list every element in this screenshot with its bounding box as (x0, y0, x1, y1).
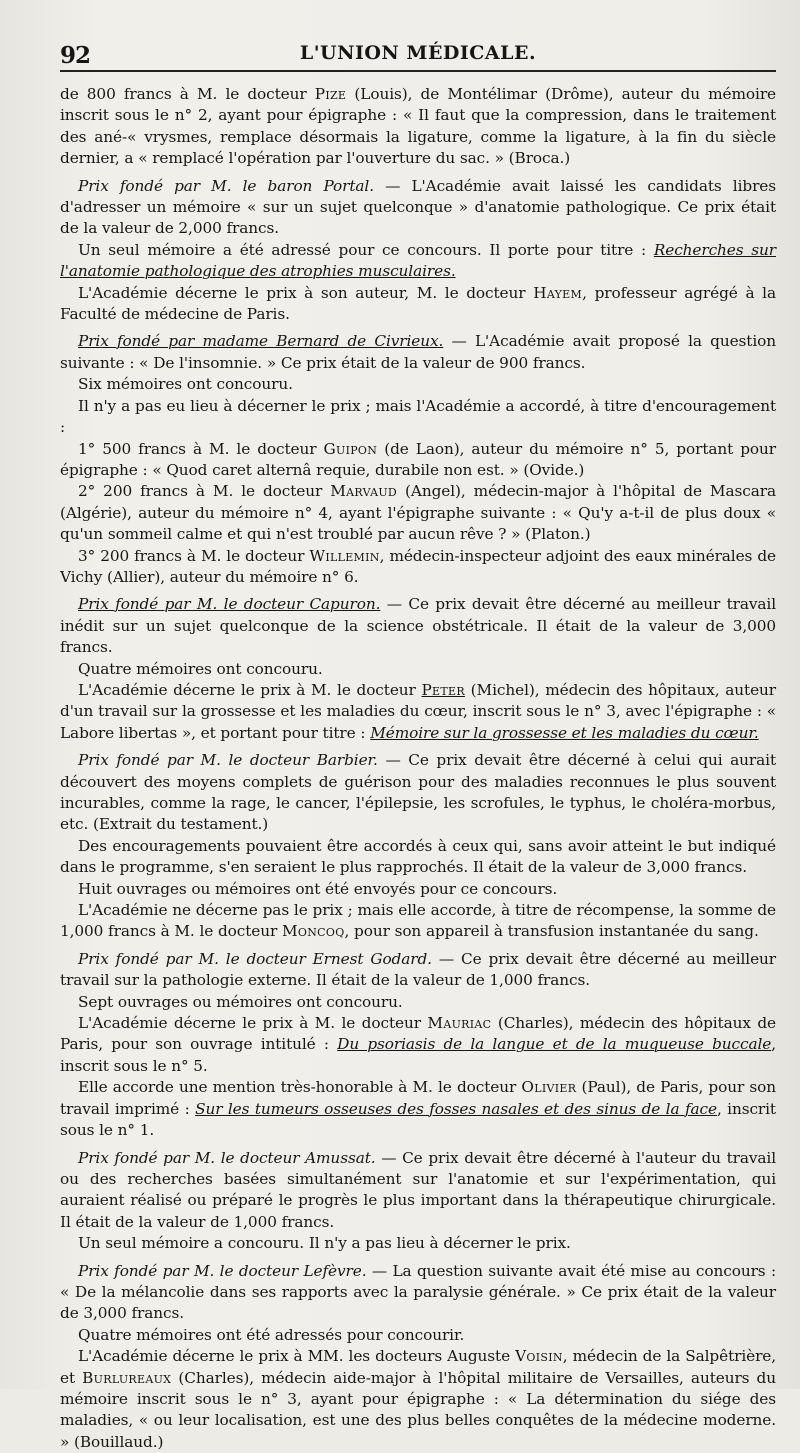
text-run: , professeur agrégé à la Faculté de médecine de Paris. (60, 283, 776, 324)
author-name: Guipon (323, 439, 378, 458)
emphasis-text: Du psoriasis de la langue et de la muqueuse buccale (337, 1035, 772, 1054)
text-run: — Ce prix devait être décerné au meilleur travail inédit sur un sujet quelconque de la science obstétricale. Il était de la valeur de 3,000 francs. (60, 595, 776, 657)
paragraph (60, 283, 776, 326)
paragraph (60, 659, 776, 680)
text-run: , médecin-inspecteur adjoint des eaux minérales de Vichy (Allier), auteur du mémoire n° 6. (60, 546, 776, 586)
emphasis-text: Mémoire sur la grossesse et les maladies du cœur. (370, 723, 759, 742)
text-run: L'Académie décerne le prix à M. le docteur (78, 1014, 428, 1033)
paragraph (60, 836, 776, 879)
text-run: L'Académie décerne le prix à son auteur, M. le docteur (78, 283, 534, 302)
text-run: de 800 francs à M. le docteur (60, 85, 315, 103)
paragraph (60, 1148, 776, 1234)
text-run: — L'Académie avait laissé les candidats libres d'adresser un mémoire « sur un sujet quelconque » d'anatomie pathologique. Ce prix était de la valeur de 2,000 francs. (60, 176, 777, 238)
text-run: Six mémoires ont concouru. (78, 375, 293, 394)
emphasis-text: Prix fondé par M. le docteur Lefèvre. (78, 1261, 367, 1280)
author-name: Voisin (515, 1347, 563, 1366)
text-run: 3° 200 francs à M. le docteur (78, 546, 310, 565)
emphasis-text: Prix fondé par madame Bernard de Civrieux. (78, 332, 444, 351)
paragraph (60, 546, 776, 589)
paragraph (60, 594, 776, 658)
paragraph (60, 879, 776, 900)
author-name: Marvaud (330, 482, 398, 501)
paragraph (60, 1233, 776, 1254)
emphasis-text: Prix fondé par M. le baron Portal. (78, 176, 374, 195)
page-header (60, 36, 776, 72)
text-run: (Paul), de Paris, pour son travail imprimé : (60, 1078, 776, 1118)
text-run: — La question suivante avait été mise au concours : « De la mélancolie dans ses rapports avec la paralysie générale. » Ce prix était de la valeur de 3,000 francs. (60, 1261, 776, 1323)
paragraph (60, 396, 776, 439)
paragraph (60, 331, 776, 374)
text-run: Quatre mémoires ont concouru. (78, 659, 323, 678)
text-run: Il n'y a pas eu lieu à décerner le prix ; mais l'Académie a accordé, à titre d'encouragement : (60, 396, 776, 437)
paragraph (60, 680, 776, 744)
paragraph (60, 1346, 776, 1453)
emphasis-text: Prix fondé par M. le docteur Barbier. (78, 751, 378, 770)
text-run: , inscrit sous le n° 1. (60, 1099, 776, 1140)
text-run: Elle accorde une mention très-honorable à M. le docteur (78, 1078, 522, 1097)
author-name: Hayem (533, 283, 583, 302)
text-run: (Louis), de Montélimar (Drôme), auteur du mémoire inscrit sous le n° 2, ayant pour épigraphe : « Il faut que la compression, dans le traitement des ané-« vrysmes, remplace désormais la ligature, comme la ligature, à la fin du siècle dernier, a « remplacé l'opération par l'ouverture du sac. » (Broca.) (60, 85, 776, 168)
author-name: Willemin (309, 546, 380, 565)
author-name: Pize (314, 85, 347, 103)
emphasis-text: Prix fondé par M. le docteur Ernest Godard. (78, 949, 432, 968)
text-run: L'Académie décerne le prix à MM. les docteurs Auguste (78, 1347, 516, 1366)
paragraph (60, 750, 776, 836)
emphasis-text: Prix fondé par M. le docteur Amussat. (78, 1148, 376, 1167)
text-run: Un seul mémoire a été adressé pour ce concours. Il porte pour titre : (78, 240, 654, 259)
paragraph (60, 240, 776, 283)
text-run: Un seul mémoire a concouru. Il n'y a pas lieu à décerner le prix. (78, 1234, 571, 1253)
text-run: , pour son appareil à transfusion instantanée du sang. (344, 922, 759, 941)
text-run: , inscrit sous le n° 5. (60, 1035, 776, 1075)
paragraph (60, 374, 776, 395)
paragraph (60, 176, 776, 240)
emphasis-text: Recherches sur l'anatomie pathologique des atrophies musculaires. (60, 240, 776, 281)
text-run: L'Académie ne décerne pas le prix ; mais elle accorde, à titre de récompense, la somme de 1,000 francs à M. le docteur (60, 901, 776, 941)
paragraph (60, 481, 776, 545)
text-run: L'Académie décerne le prix à M. le docteur (78, 680, 422, 699)
text-run: — Ce prix devait être décerné à celui qui aurait découvert des moyens complets de guérison pour des maladies reconnues le plus souvent incurables, comme la rage, le cancer, l'épilepsie, les scrofules, le typhus, le choléra-morbus, etc. (Extrait du testament.) (60, 751, 777, 834)
paragraph (60, 439, 776, 482)
paragraph (60, 84, 776, 170)
text-run: 1° 500 francs à M. le docteur (78, 439, 324, 458)
text-run: (Michel), médecin des hôpitaux, auteur d'un travail sur la grossesse et les maladies du cœur, inscrit sous le n° 3, avec l'épigraphe : « Labore libertas », et portant pour titre : (60, 680, 776, 742)
text-run: , médecin de la Salpêtrière, et (60, 1347, 776, 1387)
paragraph (60, 900, 776, 943)
emphasis-text: Prix fondé par M. le docteur Capuron. (78, 595, 381, 614)
emphasis-text: Sur les tumeurs osseuses des fosses nasales et des sinus de la face (195, 1099, 717, 1118)
author-name: Peter (421, 680, 465, 699)
author-name: Mauriac (427, 1014, 492, 1033)
page-number: 92 (60, 42, 91, 69)
article-body (60, 84, 776, 1453)
text-run: Des encouragements pouvaient être accordés à ceux qui, sans avoir atteint le but indiqué dans le programme, s'en seraient le plus rapprochés. Il était de la valeur de 3,000 francs. (60, 836, 776, 877)
text-run: (de Laon), auteur du mémoire n° 5, portant pour épigraphe : « Quod caret alternâ requie, durabile non est. » (Ovide.) (60, 439, 776, 479)
paragraph (60, 992, 776, 1013)
author-name: Olivier (521, 1078, 577, 1097)
text-run: — Ce prix devait être décerné à l'auteur du travail ou des recherches basées simultanément sur l'anatomie et sur l'expérimentation, qui auraient réalisé ou préparé le progrès le plus important dans la thérapeutique chirurgicale. Il était de la valeur de 1,000 francs. (60, 1148, 776, 1231)
text-run: — Ce prix devait être décerné au meilleur travail sur la pathologie externe. Il était de la valeur de 1,000 francs. (60, 949, 776, 990)
text-run: Quatre mémoires ont été adressés pour concourir. (78, 1325, 465, 1344)
text-run: 2° 200 francs à M. le docteur (78, 482, 331, 501)
paragraph (60, 1325, 776, 1346)
text-run: — L'Académie avait proposé la question suivante : « De l'insomnie. » Ce prix était de la valeur de 900 francs. (60, 332, 776, 372)
text-run: (Charles), médecin des hôpitaux de Paris, pour son ouvrage intitulé : (60, 1014, 777, 1054)
paragraph (60, 1013, 776, 1077)
text-run: (Angel), médecin-major à l'hôpital de Mascara (Algérie), auteur du mémoire n° 4, ayant l'épigraphe suivante : « Qu'y a-t-il de plus doux « qu'un sommeil calme et qui n'est troublé par aucun rêve ? » (Platon.) (60, 482, 776, 544)
text-run: (Charles), médecin aide-major à l'hôpital militaire de Versailles, auteurs du mémoire inscrit sous le n° 3, ayant pour épigraphe : « La détermination du siége des maladies, « ou leur localisation, est une des plus belles conquêtes de la médecine moderne. » (Bouillaud.) (60, 1368, 776, 1451)
running-title: L'UNION MÉDICALE. (299, 42, 537, 64)
author-name: Moncoq (281, 922, 345, 941)
text-run: Sept ouvrages ou mémoires ont concouru. (78, 992, 403, 1011)
author-name: Burlureaux (82, 1368, 172, 1387)
paragraph (60, 1077, 776, 1141)
paragraph (60, 1261, 776, 1325)
paragraph (60, 949, 776, 992)
text-run: Huit ouvrages ou mémoires ont été envoyés pour ce concours. (78, 879, 558, 898)
